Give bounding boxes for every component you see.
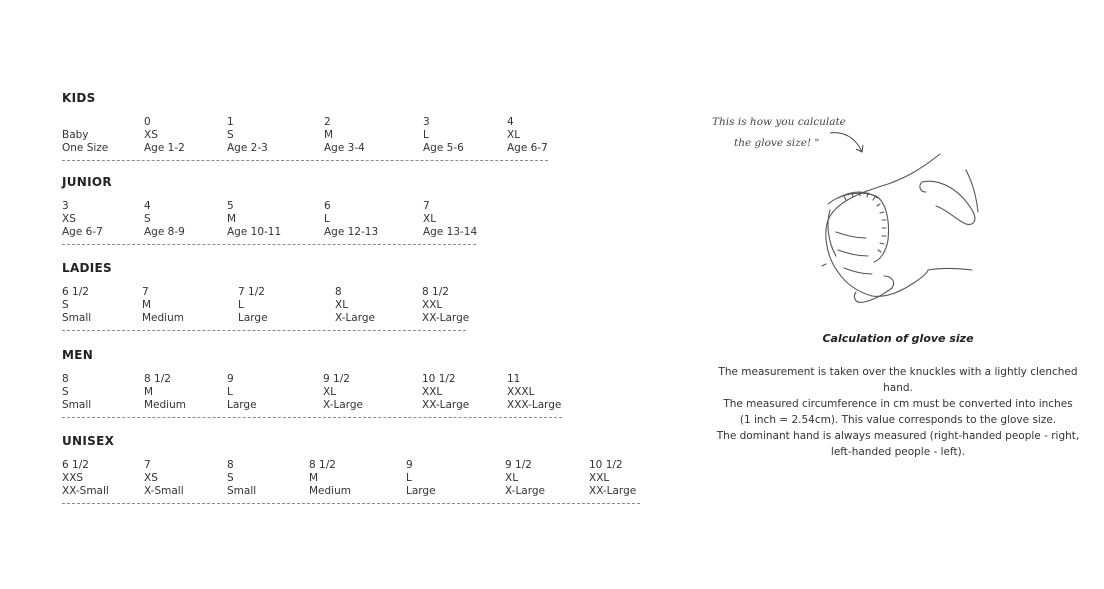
size-column — [144, 116, 185, 155]
size-number: 4 — [144, 200, 151, 212]
size-number: 5 — [227, 200, 234, 212]
size-letter: XL — [505, 472, 519, 484]
size-column — [505, 459, 545, 498]
size-number: 7 1/2 — [238, 286, 265, 298]
size-number — [62, 116, 108, 129]
size-number: 7 — [423, 200, 430, 212]
size-number: 3 — [62, 200, 69, 212]
hand-measuring-tape-icon — [800, 120, 1000, 320]
description-line: left-handed people - left). — [830, 446, 966, 458]
size-label: Small — [62, 312, 92, 324]
size-column — [62, 373, 91, 412]
size-letter: XL — [507, 129, 521, 141]
size-label: Age 13-14 — [423, 226, 478, 238]
size-number: 8 — [227, 459, 234, 471]
calculation-title: Calculation of glove size — [822, 332, 974, 345]
size-label: Age 8-9 — [144, 226, 185, 238]
section-divider — [62, 244, 476, 245]
size-column — [507, 116, 548, 155]
size-column — [423, 200, 477, 239]
size-label: Large — [227, 399, 257, 411]
note-line-2: the glove size! " — [734, 137, 820, 149]
section-men — [62, 347, 562, 419]
size-letter: S — [227, 129, 234, 141]
size-letter: M — [144, 386, 154, 398]
size-number: 8 — [62, 373, 69, 385]
size-column — [142, 286, 184, 325]
size-letter: XXL — [422, 299, 443, 311]
size-label: XX-Large — [422, 312, 470, 324]
size-label: Small — [62, 399, 92, 411]
size-label: Age 3-4 — [324, 142, 365, 154]
size-column — [227, 116, 268, 155]
note-line-1: This is how you calculate — [712, 116, 846, 128]
size-letter: XS — [144, 472, 158, 484]
size-column — [422, 286, 469, 325]
section-title-unisex: UNISEX — [62, 434, 115, 448]
size-number: 6 1/2 — [62, 286, 89, 298]
size-column — [62, 116, 108, 155]
size-column — [62, 459, 109, 498]
size-letter: XXL — [589, 472, 610, 484]
size-column — [423, 116, 464, 155]
description-line: (1 inch = 2.54cm). This value corresponds to the glove size. — [739, 414, 1057, 426]
size-number: 7 — [144, 459, 151, 471]
size-column — [144, 200, 185, 239]
size-letter: XL — [423, 213, 437, 225]
size-number: 2 — [324, 116, 331, 128]
size-letter: XXS — [62, 472, 84, 484]
section-title-kids: KIDS — [62, 91, 96, 105]
size-label: X-Large — [335, 312, 376, 324]
size-number: 10 1/2 — [589, 459, 623, 471]
size-letter: XS — [62, 213, 76, 225]
size-letter: S — [62, 299, 69, 311]
size-letter: L — [406, 472, 412, 484]
size-label: Small — [227, 485, 257, 497]
size-letter: L — [423, 129, 429, 141]
size-letter: S — [62, 386, 69, 398]
size-column — [309, 459, 351, 498]
size-column — [323, 373, 363, 412]
size-column — [422, 373, 469, 412]
size-number: 8 — [335, 286, 342, 298]
size-label: Age 12-13 — [324, 226, 379, 238]
size-label: X-Large — [505, 485, 546, 497]
section-divider — [62, 417, 562, 418]
size-letter: L — [227, 386, 233, 398]
size-number: 6 — [324, 200, 331, 212]
size-letter: S — [227, 472, 234, 484]
size-label: XX-Large — [422, 399, 470, 411]
size-label: Age 10-11 — [227, 226, 282, 238]
size-number: 10 1/2 — [422, 373, 456, 385]
description-line: The measured circumference in cm must be converted into inches — [723, 398, 1073, 410]
size-column — [144, 459, 184, 498]
size-number: 4 — [507, 116, 514, 128]
size-letter: M — [227, 213, 237, 225]
size-column — [62, 200, 103, 239]
size-column — [324, 116, 365, 155]
size-column — [144, 373, 186, 412]
size-number: 8 1/2 — [422, 286, 449, 298]
section-title-junior: JUNIOR — [62, 175, 112, 189]
size-label: Large — [406, 485, 436, 497]
size-column — [324, 200, 378, 239]
description-line: The measurement is taken over the knuckles with a lightly clenched hand. — [718, 366, 1078, 394]
size-letter: L — [238, 299, 244, 311]
size-number: 9 — [227, 373, 234, 385]
description-line: The dominant hand is always measured (right-handed people - right, — [716, 430, 1080, 442]
size-number: 9 — [406, 459, 413, 471]
size-label: XX-Small — [62, 485, 109, 497]
size-number: 3 — [423, 116, 430, 128]
size-column — [62, 286, 91, 325]
size-letter: M — [142, 299, 152, 311]
section-unisex — [62, 433, 637, 505]
size-number: 0 — [144, 116, 151, 128]
section-divider — [62, 330, 466, 331]
size-letter: XS — [144, 129, 158, 141]
size-column — [335, 286, 375, 325]
size-column — [227, 373, 257, 412]
section-title-ladies: LADIES — [62, 261, 112, 275]
size-letter: L — [324, 213, 330, 225]
size-label: Age 1-2 — [144, 142, 185, 154]
calculation-description — [712, 364, 1084, 460]
size-label: Medium — [309, 485, 351, 497]
size-column — [227, 459, 256, 498]
section-kids — [62, 90, 548, 162]
size-column — [227, 200, 281, 239]
size-letter: M — [324, 129, 334, 141]
size-letter: XL — [323, 386, 337, 398]
size-letter: XL — [335, 299, 349, 311]
size-label: XX-Large — [589, 485, 637, 497]
size-label: X-Large — [323, 399, 364, 411]
size-label: X-Small — [144, 485, 184, 497]
size-number: 9 1/2 — [323, 373, 350, 385]
size-number: 8 1/2 — [309, 459, 336, 471]
size-letter: Baby — [62, 129, 89, 141]
section-ladies — [62, 260, 470, 332]
section-divider — [62, 160, 548, 161]
size-label: Age 5-6 — [423, 142, 464, 154]
section-divider — [62, 503, 640, 504]
size-letter: S — [144, 213, 151, 225]
size-label: Medium — [142, 312, 184, 324]
size-label: Age 6-7 — [507, 142, 548, 154]
section-junior — [62, 174, 478, 246]
size-number: 6 1/2 — [62, 459, 89, 471]
size-number: 8 1/2 — [144, 373, 171, 385]
size-label: Large — [238, 312, 268, 324]
size-label: Age 6-7 — [62, 226, 103, 238]
size-number: 9 1/2 — [505, 459, 532, 471]
section-title-men: MEN — [62, 348, 94, 362]
size-letter: M — [309, 472, 319, 484]
size-label: Medium — [144, 399, 186, 411]
size-number: 11 — [507, 373, 521, 385]
size-column — [238, 286, 268, 325]
size-column — [406, 459, 436, 498]
size-number: 1 — [227, 116, 234, 128]
size-label: XXX-Large — [507, 399, 562, 411]
size-label: One Size — [62, 142, 109, 154]
size-number: 7 — [142, 286, 149, 298]
size-letter: XXXL — [507, 386, 535, 398]
size-label: Age 2-3 — [227, 142, 268, 154]
size-letter: XXL — [422, 386, 443, 398]
size-column — [589, 459, 636, 498]
size-column — [507, 373, 561, 412]
